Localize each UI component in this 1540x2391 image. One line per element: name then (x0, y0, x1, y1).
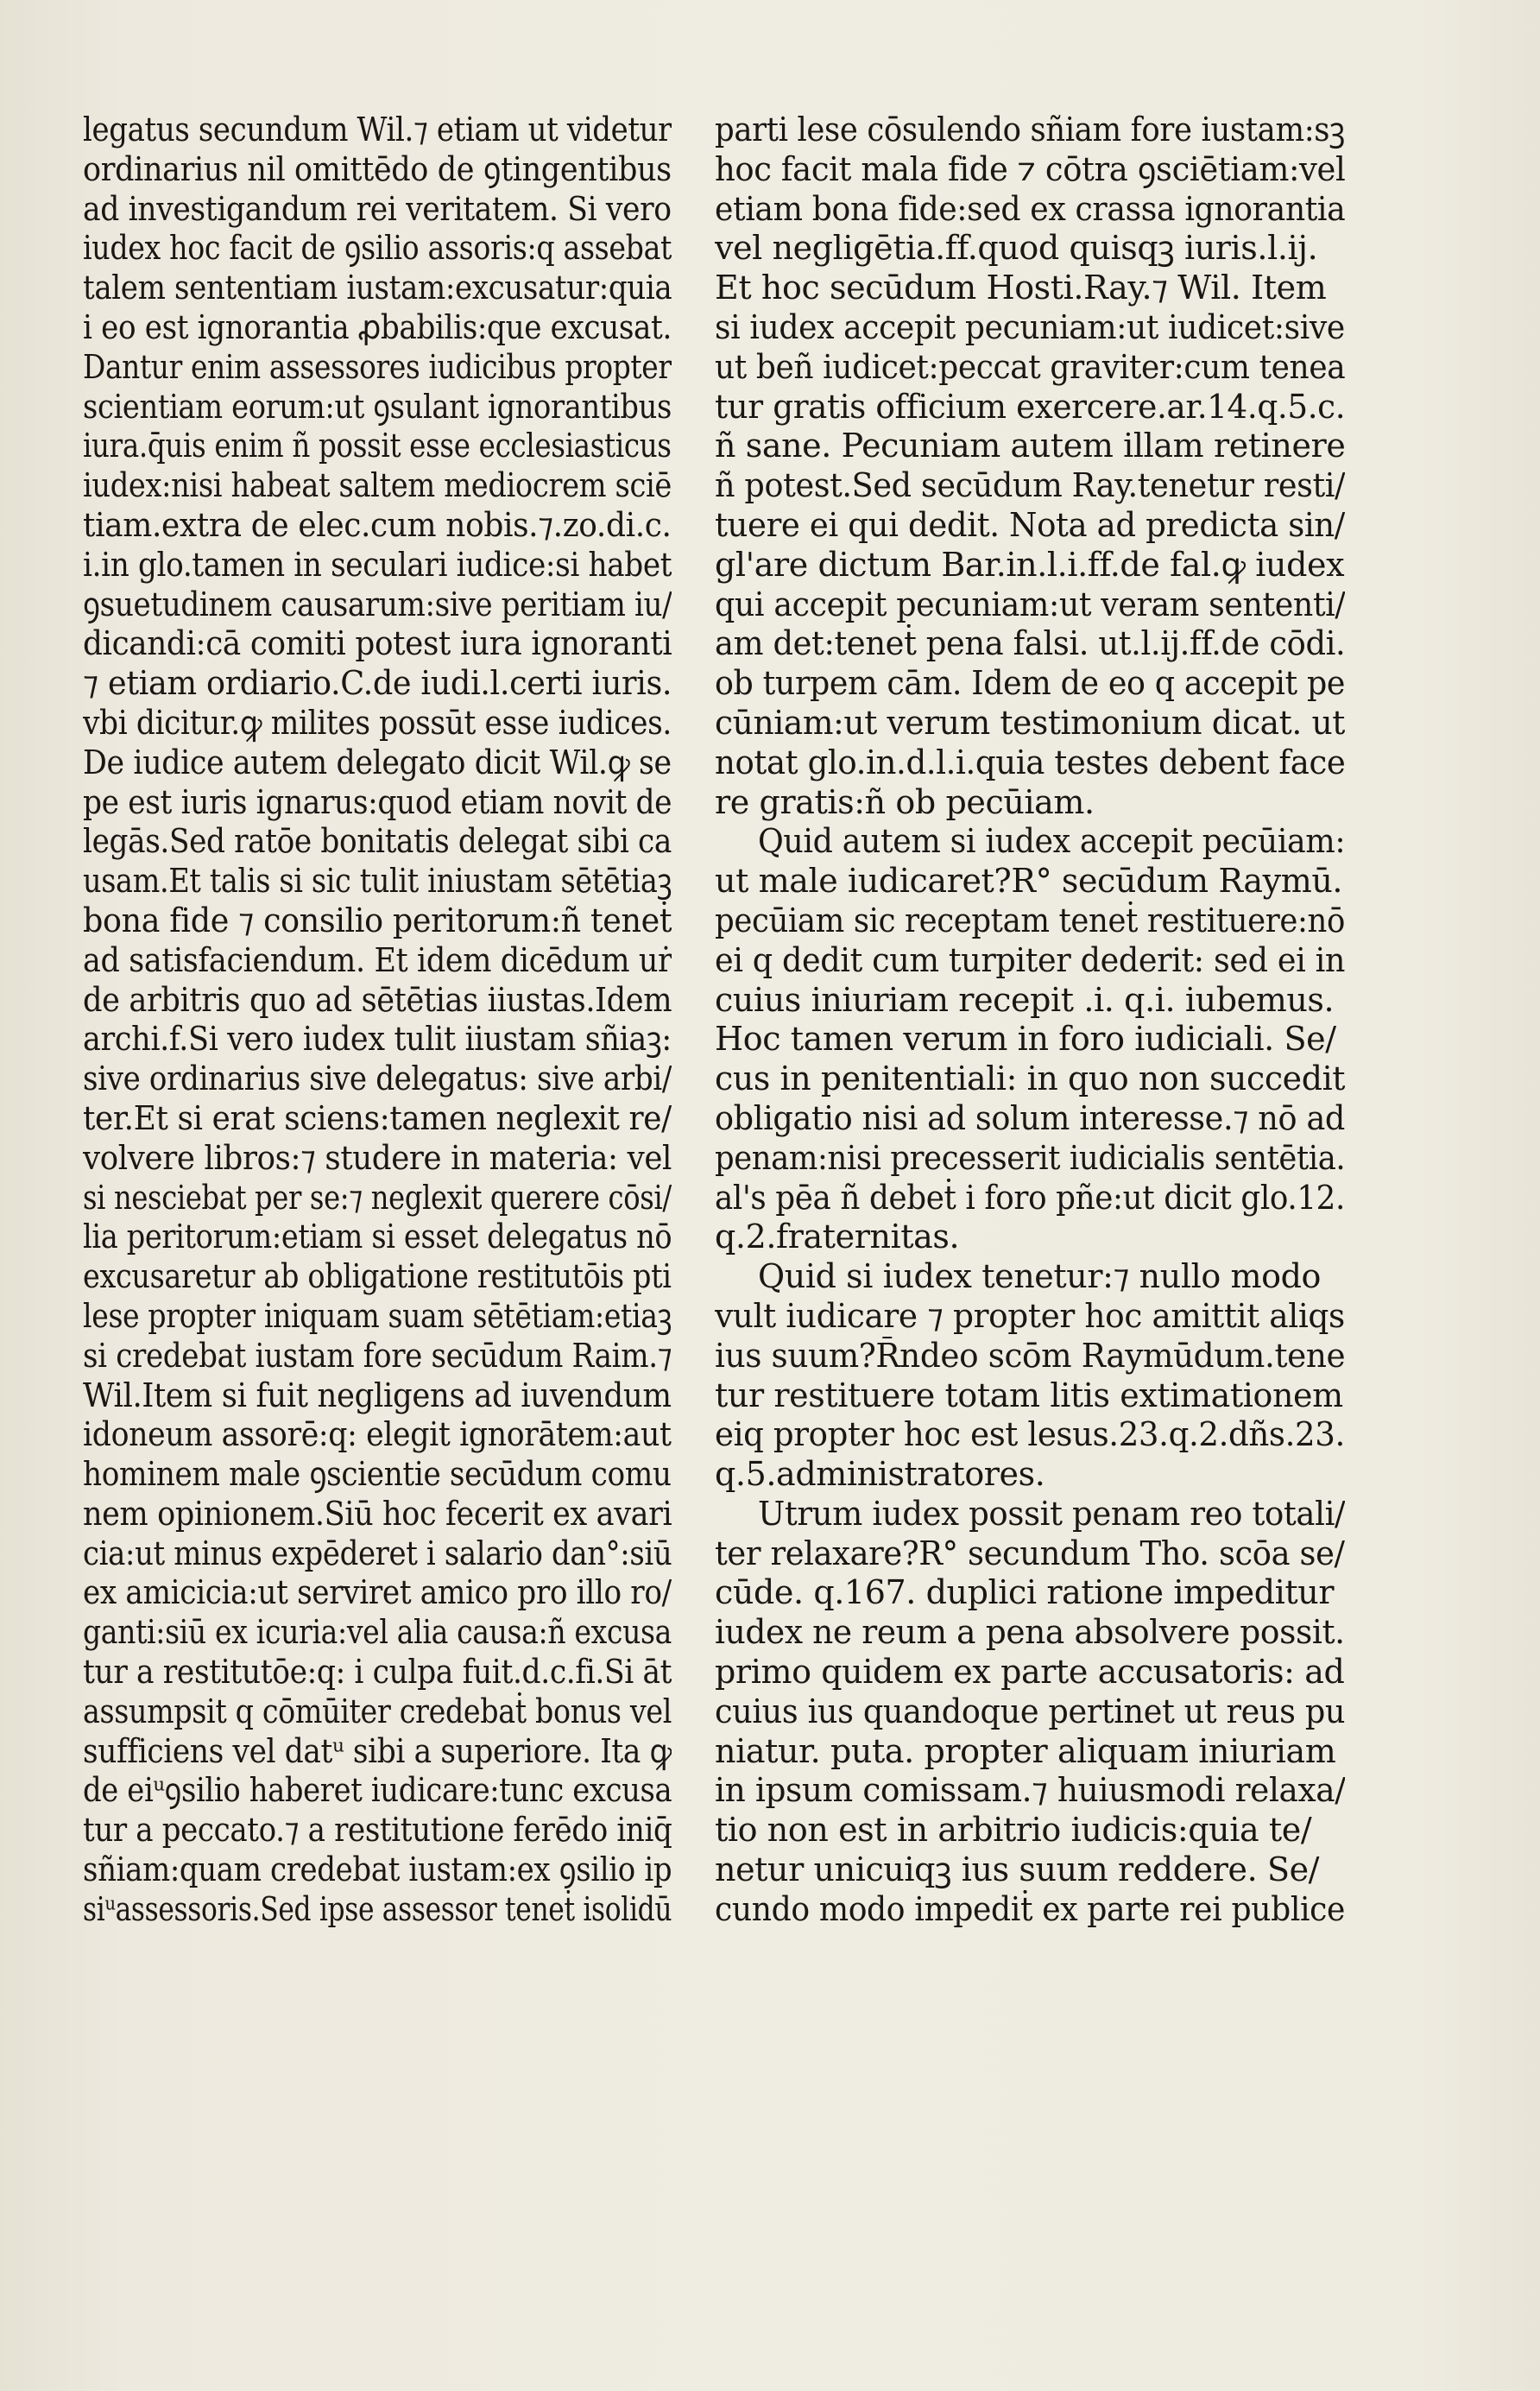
text-line: hominem male ꝯscientie secūdum comu (83, 1455, 672, 1494)
text-line: am det:teneṫ pena falsi. ut.l.ij.ff.de cōdi. (715, 624, 1345, 663)
text-line: Et hoc secūdum Hosti.Ray.⁊ Wil. Item (715, 269, 1327, 307)
text-line: iudex hoc facit de ꝯsilio assoris:q assebat (83, 229, 672, 268)
text-line: ut beñ iudicet:peccat graviter:cum tenea (715, 347, 1345, 386)
text-line: pe est iuris ignarus:quod etiam novit de (83, 782, 672, 821)
text-line: Dantur enim assessores iudicibus propter (83, 347, 672, 386)
text-line: i.in glo.tamen in seculari iudice:si habet (83, 545, 672, 584)
text-line: cuius iniuriam recepit .i. q.i. iubemus. (715, 980, 1335, 1019)
text-line: sive ordinarius sive delegatus: sive arbi/ (83, 1060, 672, 1098)
text-line: gl'are dictum Bar.in.l.i.ff.de fal.ꝙ iudex (715, 545, 1345, 584)
text-line: ⁊ etiam ordiario.C.de iudi.l.certi iuris. (83, 664, 672, 703)
text-line: idoneum assorē:q: elegit ignorātem:aut (83, 1415, 672, 1454)
text-line: Quid autem si iudex accepit pecūiam: (758, 822, 1345, 861)
text-line: i eo est ignorantia ꝓbabilis:que excusat. (83, 307, 672, 346)
text-line: de arbitris quo ad sētētias iiustas.Idem (83, 980, 672, 1019)
text-line: dicandi:cā comiti potest iura ignoranti (83, 624, 672, 663)
text-line: tur a restitutōe:q: i culpa fuit.d.c.fi.Si āt (83, 1653, 672, 1692)
text-line: hoc facit mala fide ⁊ cōtra ꝯsciētiam:vel (715, 149, 1345, 188)
text-line: scientiam eorum:ut ꝯsulant ignorantibus (83, 387, 672, 426)
text-line: archi.f.Si vero iudex tulit iiustam sñiaꝫ: (83, 1020, 672, 1059)
text-line: tur restituere totam litis extimationem (715, 1376, 1343, 1414)
text-line: netur unicuiqꝫ ius suum reddere. Se/ (715, 1850, 1320, 1889)
right-text-column (715, 111, 1345, 1930)
text-line: lia peritorum:etiam si esset delegatus nō (83, 1218, 672, 1256)
text-line: legatus secundum Wil.⁊ etiam ut videtur (83, 111, 672, 149)
text-line: iudex:nisi habeat saltem mediocrem sciē (83, 466, 672, 505)
text-line: tuere ei qui dedit. Nota ad predicta sin/ (715, 505, 1345, 544)
text-line: ad investigandum rei veritatem. Si vero (83, 189, 672, 228)
text-line: bona fide ⁊ consilio peritorum:ñ teneṫ (83, 901, 672, 939)
text-line: cuius ius quandoque pertinet ut reus pu (715, 1692, 1345, 1730)
text-line: usam.Et talis si sic tulit iniustam sētētiaꝫ (83, 862, 672, 901)
left-text-column (83, 111, 672, 1930)
text-line: vult iudicare ⁊ propter hoc amittit aliqs (715, 1296, 1345, 1335)
text-line: niatur. puta. propter aliquam iniuriam (715, 1731, 1336, 1770)
text-line: cus in penitentiali: in quo non succedit (715, 1060, 1345, 1098)
text-line: sñiam:quam credebat iustam:ex ꝯsilio ip (83, 1850, 672, 1889)
text-line: cundo modo impediṫ ex parte rei publice (715, 1889, 1345, 1928)
text-line: re gratis:ñ ob pecūiam. (715, 782, 1095, 821)
text-line: iudex ne reum a pena absolvere possit. (715, 1613, 1345, 1652)
text-line: qui accepit pecuniam:ut veram sententi/ (715, 585, 1345, 623)
text-line: Wil.Item si fuit negligens ad iuvendum (83, 1376, 672, 1414)
text-line: obligatio nisi ad solum interesse.⁊ nō ad (715, 1098, 1345, 1137)
text-line: primo quidem ex parte accusatoris: ad (715, 1653, 1345, 1692)
text-line: ter.Et si erat sciens:tamen neglexit re/ (83, 1098, 672, 1137)
text-line: legās.Sed ratōe bonitatis delegat sibi ca (83, 822, 672, 861)
text-line: cūde. q.167. duplici ratione impeditur (715, 1573, 1335, 1612)
text-line: iura.q̄uis enim ñ possit esse ecclesiasticus (83, 427, 672, 465)
text-line: vbi dicitur.ꝙ milites possūt esse iudices. (83, 703, 672, 742)
text-line: ei q dedit cum turpiter dederit: sed ei in (715, 940, 1345, 979)
text-line: cia:ut minus expēderet i salario dan°:siū (83, 1534, 672, 1572)
text-line: nem opinionem.Siū hoc fecerit ex avari (83, 1494, 672, 1533)
text-line: ad satisfaciendum. Et idem dicēdum uṙ (83, 940, 672, 979)
text-line: de eiᵘꝯsilio haberet iudicare:tunc excusa (83, 1771, 672, 1810)
text-line: parti lese cōsulendo sñiam fore iustam:sꝫ (715, 111, 1345, 149)
text-line: ter relaxare?R° secundum Tho. scōa se/ (715, 1534, 1345, 1572)
text-line: talem sententiam iustam:excusatur:quia (83, 269, 672, 307)
text-line: tur gratis officium exercere.ar.14.q.5.c. (715, 387, 1345, 426)
text-line: tiam.extra de elec.cum nobis.⁊.zo.di.c. (83, 505, 672, 544)
text-line: sufficiens vel datᵘ sibi a superiore. Ita ꝙ (83, 1731, 672, 1770)
text-line: pecūiam sic receptam teneṫ restituere:nō (715, 901, 1345, 939)
text-line: Utrum iudex possit penam reo totali/ (758, 1494, 1345, 1533)
text-line: etiam bona fide:sed ex crassa ignorantia (715, 189, 1345, 228)
text-line: ut male iudicaret?R° secūdum Raymū. (715, 862, 1343, 901)
text-line: si iudex accepit pecuniam:ut iudicet:sive (715, 307, 1345, 346)
text-line: ꝯsuetudinem causarum:sive peritiam iu/ (83, 585, 672, 623)
text-line: al's pēa ñ debeṫ i foro pñe:ut dicit glo.12. (715, 1178, 1345, 1217)
text-line: ganti:siū ex icuria:vel alia causa:ñ excusa (83, 1613, 672, 1652)
text-line: penam:nisi precesserit iudicialis sentētia. (715, 1138, 1345, 1177)
text-line: Hoc tamen verum in foro iudiciali. Se/ (715, 1020, 1336, 1059)
text-line: siᵘassessoris.Sed ipse assessor teneṫ isolidū (83, 1889, 672, 1928)
text-line: lese propter iniquam suam sētētiam:etiaꝫ (83, 1296, 672, 1335)
text-line: tur a peccato.⁊ a restitutione ferēdo iniq̄ (83, 1811, 672, 1850)
text-line: ius suum?R̄ndeo scōm Raymūdum.tene (715, 1336, 1345, 1375)
text-line: ob turpem cām. Idem de eo q accepit pe (715, 664, 1345, 703)
text-line: si credebat iustam fore secūdum Raim.⁊ (83, 1336, 672, 1375)
text-line: volvere libros:⁊ studere in materia: vel (83, 1138, 672, 1177)
text-line: notat glo.in.d.l.i.quia testes debent face (715, 743, 1345, 781)
text-line: De iudice autem delegato dicit Wil.ꝙ se (83, 743, 672, 781)
text-line: ordinarius nil omittēdo de ꝯtingentibus (83, 149, 672, 188)
text-line: si nesciebat per se:⁊ neglexit querere cōsi/ (83, 1178, 672, 1217)
text-line: ñ potest.Sed secūdum Ray.tenetur resti/ (715, 466, 1345, 505)
text-line: q.5.administratores. (715, 1455, 1045, 1494)
text-line: vel negligētia.ff.quod quisqꝫ iuris.l.ij. (715, 229, 1318, 268)
text-line: q.2.fraternitas. (715, 1218, 960, 1256)
text-line: in ipsum comissam.⁊ huiusmodi relaxa/ (715, 1771, 1345, 1810)
text-line: ex amicicia:ut serviret amico pro illo ro/ (83, 1573, 672, 1612)
text-line: Quid si iudex tenetur:⁊ nullo modo (758, 1257, 1321, 1296)
text-line: assumpsit q cōmūiter credebaṫ bonus vel (83, 1692, 672, 1730)
text-line: excusaretur ab obligatione restitutōis pti (83, 1257, 672, 1296)
text-line: eiq propter hoc est lesus.23.q.2.dñs.23. (715, 1415, 1345, 1454)
text-line: tio non est in arbitrio iudicis:quia te/ (715, 1811, 1312, 1850)
text-line: cūniam:ut verum testimonium dicat. ut (715, 703, 1345, 742)
text-line: ñ sane. Pecuniam autem illam retinere (715, 427, 1345, 465)
